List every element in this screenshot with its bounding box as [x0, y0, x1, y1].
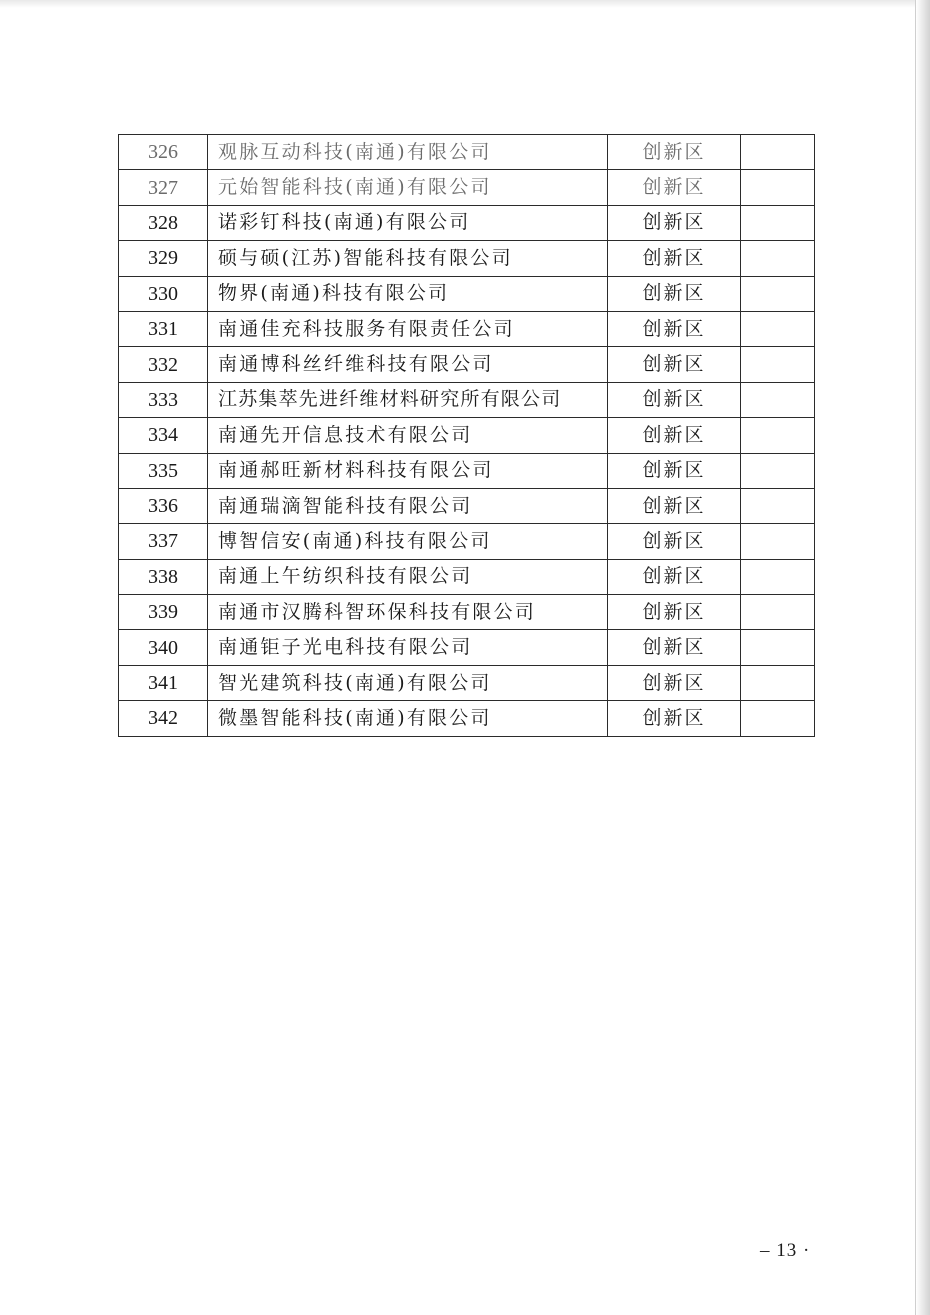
note-cell	[741, 135, 815, 170]
scan-right-edge	[915, 0, 930, 1315]
note-cell	[741, 170, 815, 205]
note-cell	[741, 347, 815, 382]
area-cell: 创新区	[608, 665, 741, 700]
company-name: 物界(南通)科技有限公司	[208, 276, 608, 311]
company-name: 南通市汉腾科智环保科技有限公司	[208, 595, 608, 630]
row-number: 341	[119, 665, 208, 700]
row-number: 329	[119, 241, 208, 276]
company-name: 南通佳充科技服务有限责任公司	[208, 311, 608, 346]
note-cell	[741, 453, 815, 488]
note-cell	[741, 418, 815, 453]
table-row	[119, 135, 815, 170]
note-cell	[741, 595, 815, 630]
table-row	[119, 205, 815, 240]
area-cell: 创新区	[608, 382, 741, 417]
area-cell: 创新区	[608, 524, 741, 559]
page-number: – 13 ·	[760, 1240, 811, 1261]
area-cell: 创新区	[608, 276, 741, 311]
scan-top-edge	[0, 0, 930, 8]
area-cell: 创新区	[608, 170, 741, 205]
row-number: 327	[119, 170, 208, 205]
company-name: 南通瑞滴智能科技有限公司	[208, 488, 608, 523]
table-row	[119, 276, 815, 311]
area-cell: 创新区	[608, 488, 741, 523]
note-cell	[741, 382, 815, 417]
table-row	[119, 170, 815, 205]
area-cell: 创新区	[608, 559, 741, 594]
company-name: 南通上午纺织科技有限公司	[208, 559, 608, 594]
area-cell: 创新区	[608, 135, 741, 170]
table-row	[119, 630, 815, 665]
company-name: 观脉互动科技(南通)有限公司	[208, 135, 608, 170]
company-name: 南通钜子光电科技有限公司	[208, 630, 608, 665]
row-number: 340	[119, 630, 208, 665]
company-name: 诺彩钉科技(南通)有限公司	[208, 205, 608, 240]
company-list-table-container	[118, 134, 814, 737]
company-name: 硕与硕(江苏)智能科技有限公司	[208, 241, 608, 276]
row-number: 339	[119, 595, 208, 630]
row-number: 336	[119, 488, 208, 523]
row-number: 335	[119, 453, 208, 488]
note-cell	[741, 665, 815, 700]
note-cell	[741, 488, 815, 523]
area-cell: 创新区	[608, 205, 741, 240]
table-row	[119, 701, 815, 736]
company-name: 南通郝旺新材料科技有限公司	[208, 453, 608, 488]
note-cell	[741, 559, 815, 594]
table-body	[119, 135, 815, 737]
table-row	[119, 524, 815, 559]
company-name: 智光建筑科技(南通)有限公司	[208, 665, 608, 700]
row-number: 338	[119, 559, 208, 594]
row-number: 326	[119, 135, 208, 170]
table-row	[119, 595, 815, 630]
area-cell: 创新区	[608, 241, 741, 276]
area-cell: 创新区	[608, 453, 741, 488]
table-row	[119, 665, 815, 700]
area-cell: 创新区	[608, 418, 741, 453]
note-cell	[741, 701, 815, 736]
row-number: 333	[119, 382, 208, 417]
table-row	[119, 347, 815, 382]
note-cell	[741, 524, 815, 559]
area-cell: 创新区	[608, 595, 741, 630]
note-cell	[741, 205, 815, 240]
company-name: 博智信安(南通)科技有限公司	[208, 524, 608, 559]
company-list-table	[118, 134, 815, 737]
row-number: 337	[119, 524, 208, 559]
table-row	[119, 559, 815, 594]
table-row	[119, 453, 815, 488]
company-name: 微墨智能科技(南通)有限公司	[208, 701, 608, 736]
table-row	[119, 418, 815, 453]
area-cell: 创新区	[608, 701, 741, 736]
row-number: 330	[119, 276, 208, 311]
company-name: 元始智能科技(南通)有限公司	[208, 170, 608, 205]
row-number: 328	[119, 205, 208, 240]
note-cell	[741, 241, 815, 276]
company-name: 江苏集萃先进纤维材料研究所有限公司	[208, 382, 608, 417]
note-cell	[741, 276, 815, 311]
company-name: 南通博科丝纤维科技有限公司	[208, 347, 608, 382]
table-row	[119, 488, 815, 523]
company-name: 南通先开信息技术有限公司	[208, 418, 608, 453]
area-cell: 创新区	[608, 630, 741, 665]
row-number: 332	[119, 347, 208, 382]
row-number: 342	[119, 701, 208, 736]
area-cell: 创新区	[608, 347, 741, 382]
table-row	[119, 311, 815, 346]
table-row	[119, 382, 815, 417]
row-number: 334	[119, 418, 208, 453]
note-cell	[741, 630, 815, 665]
note-cell	[741, 311, 815, 346]
area-cell: 创新区	[608, 311, 741, 346]
table-row	[119, 241, 815, 276]
row-number: 331	[119, 311, 208, 346]
